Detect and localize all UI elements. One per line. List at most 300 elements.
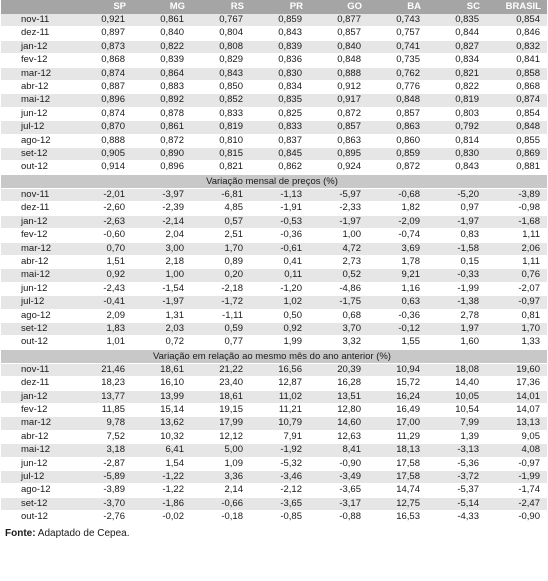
table-row [1,363,547,376]
cell-value: 17,58 [368,471,427,484]
cell-value: 0,825 [250,107,309,120]
cell-value: 15,72 [368,377,427,390]
cell-value: -4,86 [309,282,368,295]
cell-value: 0,821 [191,161,250,174]
table-row [1,94,547,107]
cell-value: -1,97 [427,215,486,228]
cell-value: 0,76 [486,269,547,282]
cell-value: -0,36 [250,229,309,242]
cell-value: 0,921 [73,14,132,27]
cell-value: 0,70 [73,242,132,255]
section-header [1,349,547,363]
cell-value: -0,61 [250,242,309,255]
row-month: nov-11 [1,14,73,27]
cell-value: 0,741 [368,40,427,53]
cell-value: 0,872 [309,107,368,120]
header-pr: PR [250,0,309,14]
row-month: dez-11 [1,377,73,390]
row-month: abr-12 [1,255,73,268]
row-month: mai-12 [1,94,73,107]
cell-value: 10,54 [427,403,486,416]
cell-value: 0,857 [309,121,368,134]
row-month: nov-11 [1,363,73,376]
cell-value: 7,52 [73,430,132,443]
cell-value: -3,13 [427,444,486,457]
cell-value: -5,20 [427,188,486,201]
cell-value: -1,58 [427,242,486,255]
cell-value: 0,41 [250,255,309,268]
cell-value: 0,50 [250,309,309,322]
cell-value: 16,28 [309,377,368,390]
cell-value: 0,848 [486,121,547,134]
table-row [1,511,547,524]
cell-value: 0,861 [132,14,191,27]
cell-value: 10,79 [250,417,309,430]
row-month: dez-11 [1,27,73,40]
cell-value: -2,01 [73,188,132,201]
row-month: mar-12 [1,242,73,255]
cell-value: 2,78 [427,309,486,322]
cell-value: 0,52 [309,269,368,282]
cell-value: 17,58 [368,457,427,470]
cell-value: 0,868 [486,81,547,94]
cell-value: 0,743 [368,14,427,27]
cell-value: -0,53 [250,215,309,228]
cell-value: 0,896 [132,161,191,174]
cell-value: -0,18 [191,511,250,524]
cell-value: 0,762 [368,67,427,80]
cell-value: 0,804 [191,27,250,40]
cell-value: 11,29 [368,430,427,443]
cell-value: -1,75 [309,296,368,309]
table-row [1,242,547,255]
cell-value: 16,10 [132,377,191,390]
cell-value: 14,40 [427,377,486,390]
cell-value: 14,74 [368,484,427,497]
cell-value: 0,874 [486,94,547,107]
cell-value: 0,859 [368,148,427,161]
cell-value: 1,33 [486,336,547,349]
row-month: mai-12 [1,269,73,282]
cell-value: 21,22 [191,363,250,376]
cell-value: 1,11 [486,229,547,242]
cell-value: 0,852 [191,94,250,107]
cell-value: 20,39 [309,363,368,376]
cell-value: 0,20 [191,269,250,282]
cell-value: 12,75 [368,497,427,510]
cell-value: 0,92 [250,322,309,335]
cell-value: 0,850 [191,81,250,94]
cell-value: -2,87 [73,457,132,470]
cell-value: 0,72 [132,336,191,349]
cell-value: 0,858 [486,67,547,80]
cell-value: 0,83 [427,229,486,242]
cell-value: 1,70 [486,322,547,335]
row-month: jul-12 [1,121,73,134]
header-mg: MG [132,0,191,14]
cell-value: 13,51 [309,390,368,403]
cell-value: -3,49 [309,471,368,484]
cell-value: -0,90 [309,457,368,470]
cell-value: 0,827 [427,40,486,53]
cell-value: 0,840 [309,40,368,53]
cell-value: 1,70 [191,242,250,255]
cell-value: 12,80 [309,403,368,416]
cell-value: 5,00 [191,444,250,457]
cell-value: -1,20 [250,282,309,295]
cell-value: -1,22 [132,484,191,497]
cell-value: 0,810 [191,134,250,147]
cell-value: 1,11 [486,255,547,268]
cell-value: -1,74 [486,484,547,497]
cell-value: 0,843 [427,161,486,174]
row-month: ago-12 [1,134,73,147]
cell-value: 10,05 [427,390,486,403]
cell-value: -5,14 [427,497,486,510]
section-header [1,174,547,188]
cell-value: 3,00 [132,242,191,255]
cell-value: -0,12 [368,322,427,335]
cell-value: 17,36 [486,377,547,390]
cell-value: 1,01 [73,336,132,349]
cell-value: 9,05 [486,430,547,443]
cell-value: -3,89 [73,484,132,497]
cell-value: 15,14 [132,403,191,416]
row-month: mar-12 [1,417,73,430]
cell-value: 0,89 [191,255,250,268]
row-month: out-12 [1,161,73,174]
row-month: mai-12 [1,444,73,457]
cell-value: 2,06 [486,242,547,255]
cell-value: 16,56 [250,363,309,376]
price-table [1,0,547,525]
header-sc: SC [427,0,486,14]
cell-value: 1,54 [132,457,191,470]
cell-value: 3,32 [309,336,368,349]
cell-value: 1,82 [368,202,427,215]
cell-value: -5,37 [427,484,486,497]
cell-value: 0,854 [486,107,547,120]
cell-value: 0,912 [309,81,368,94]
cell-value: 0,834 [427,54,486,67]
cell-value: 2,51 [191,229,250,242]
table-row [1,202,547,215]
cell-value: 19,60 [486,363,547,376]
row-month: fev-12 [1,54,73,67]
cell-value: 0,767 [191,14,250,27]
table-row [1,81,547,94]
cell-value: -3,72 [427,471,486,484]
cell-value: 1,78 [368,255,427,268]
cell-value: -6,81 [191,188,250,201]
cell-value: 0,854 [486,14,547,27]
cell-value: 0,848 [368,94,427,107]
row-month: jan-12 [1,390,73,403]
cell-value: 0,77 [191,336,250,349]
cell-value: 2,03 [132,322,191,335]
source-label: Fonte: [5,527,36,539]
cell-value: 0,833 [191,107,250,120]
header-row [1,0,547,14]
cell-value: -3,70 [73,497,132,510]
cell-value: 0,846 [486,27,547,40]
cell-value: 0,859 [250,14,309,27]
cell-value: 0,837 [250,134,309,147]
cell-value: 13,99 [132,390,191,403]
cell-value: 12,87 [250,377,309,390]
cell-value: 0,59 [191,322,250,335]
cell-value: 0,881 [486,161,547,174]
cell-value: -2,09 [368,215,427,228]
cell-value: 1,60 [427,336,486,349]
cell-value: 1,55 [368,336,427,349]
cell-value: 0,821 [427,67,486,80]
cell-value: 14,60 [309,417,368,430]
cell-value: 11,85 [73,403,132,416]
cell-value: 1,99 [250,336,309,349]
cell-value: 0,57 [191,215,250,228]
cell-value: -2,43 [73,282,132,295]
cell-value: -2,14 [132,215,191,228]
cell-value: -5,89 [73,471,132,484]
cell-value: 3,70 [309,322,368,335]
cell-value: 18,23 [73,377,132,390]
cell-value: 8,41 [309,444,368,457]
table-row [1,444,547,457]
cell-value: 0,11 [250,269,309,282]
cell-value: 0,857 [368,107,427,120]
cell-value: 14,01 [486,390,547,403]
cell-value: -2,60 [73,202,132,215]
cell-value: -1,86 [132,497,191,510]
table-row [1,134,547,147]
cell-value: 0,819 [427,94,486,107]
row-month: jan-12 [1,215,73,228]
cell-value: 13,13 [486,417,547,430]
cell-value: 0,924 [309,161,368,174]
cell-value: 0,808 [191,40,250,53]
cell-value: 0,892 [132,94,191,107]
cell-value: 0,822 [427,81,486,94]
cell-value: 9,78 [73,417,132,430]
header-month [1,0,73,14]
header-brasil: BRASIL [486,0,547,14]
table-row [1,67,547,80]
cell-value: 0,830 [427,148,486,161]
cell-value: 0,843 [250,27,309,40]
cell-value: 11,02 [250,390,309,403]
cell-value: -3,89 [486,188,547,201]
cell-value: 4,72 [309,242,368,255]
cell-value: -0,33 [427,269,486,282]
table-row [1,121,547,134]
cell-value: 2,14 [191,484,250,497]
cell-value: 0,835 [427,14,486,27]
cell-value: 0,830 [250,67,309,80]
table-body [1,14,547,524]
table-row [1,107,547,120]
cell-value: 10,94 [368,363,427,376]
table-row [1,471,547,484]
cell-value: -1,11 [191,309,250,322]
cell-value: 1,39 [427,430,486,443]
cell-value: 0,874 [73,107,132,120]
cell-value: 1,00 [132,269,191,282]
cell-value: 0,888 [73,134,132,147]
cell-value: -0,97 [486,296,547,309]
table-row [1,27,547,40]
cell-value: 0,833 [250,121,309,134]
cell-value: 13,77 [73,390,132,403]
cell-value: 0,868 [73,54,132,67]
cell-value: 0,897 [73,27,132,40]
cell-value: 0,841 [486,54,547,67]
cell-value: 0,840 [132,27,191,40]
cell-value: 0,857 [309,27,368,40]
table-row [1,336,547,349]
header-rs: RS [191,0,250,14]
cell-value: -1,22 [132,471,191,484]
cell-value: -2,12 [250,484,309,497]
cell-value: 13,62 [132,417,191,430]
table-row [1,403,547,416]
cell-value: 2,09 [73,309,132,322]
cell-value: 1,00 [309,229,368,242]
cell-value: 0,895 [309,148,368,161]
cell-value: -2,63 [73,215,132,228]
cell-value: 2,73 [309,255,368,268]
row-month: nov-11 [1,188,73,201]
table-row [1,282,547,295]
table-row [1,269,547,282]
cell-value: -2,39 [132,202,191,215]
row-month: jun-12 [1,457,73,470]
cell-value: 7,99 [427,417,486,430]
row-month: abr-12 [1,81,73,94]
cell-value: 0,890 [132,148,191,161]
cell-value: 0,869 [486,148,547,161]
cell-value: 4,85 [191,202,250,215]
cell-value: 0,819 [191,121,250,134]
row-month: jul-12 [1,471,73,484]
cell-value: 0,914 [73,161,132,174]
cell-value: 0,829 [191,54,250,67]
table-row [1,390,547,403]
cell-value: 0,63 [368,296,427,309]
cell-value: -0,74 [368,229,427,242]
cell-value: 0,832 [486,40,547,53]
cell-value: 0,848 [309,54,368,67]
cell-value: -2,76 [73,511,132,524]
cell-value: 0,843 [191,67,250,80]
cell-value: 0,792 [427,121,486,134]
cell-value: 0,872 [132,134,191,147]
cell-value: 0,815 [191,148,250,161]
cell-value: 0,845 [250,148,309,161]
cell-value: 21,46 [73,363,132,376]
table-row [1,148,547,161]
cell-value: -1,68 [486,215,547,228]
cell-value: -0,90 [486,511,547,524]
cell-value: 0,844 [427,27,486,40]
cell-value: -1,99 [486,471,547,484]
cell-value: 7,91 [250,430,309,443]
cell-value: -2,33 [309,202,368,215]
cell-value: 1,31 [132,309,191,322]
row-month: fev-12 [1,403,73,416]
cell-value: -1,13 [250,188,309,201]
cell-value: 10,32 [132,430,191,443]
row-month: ago-12 [1,309,73,322]
row-month: fev-12 [1,229,73,242]
cell-value: 11,21 [250,403,309,416]
table-row [1,14,547,27]
cell-value: -1,38 [427,296,486,309]
header-sp: SP [73,0,132,14]
cell-value: -3,17 [309,497,368,510]
cell-value: 0,814 [427,134,486,147]
cell-value: -0,60 [73,229,132,242]
cell-value: -1,72 [191,296,250,309]
table-row [1,484,547,497]
cell-value: 0,872 [368,161,427,174]
cell-value: -1,92 [250,444,309,457]
table-row [1,309,547,322]
table-row [1,377,547,390]
cell-value: 14,07 [486,403,547,416]
cell-value: -3,46 [250,471,309,484]
cell-value: 18,13 [368,444,427,457]
cell-value: 0,776 [368,81,427,94]
cell-value: -3,97 [132,188,191,201]
cell-value: -0,68 [368,188,427,201]
cell-value: 18,08 [427,363,486,376]
cell-value: 3,18 [73,444,132,457]
cell-value: 3,36 [191,471,250,484]
cell-value: 0,861 [132,121,191,134]
cell-value: -2,47 [486,497,547,510]
cell-value: 0,878 [132,107,191,120]
cell-value: -1,99 [427,282,486,295]
cell-value: 0,92 [73,269,132,282]
cell-value: 18,61 [132,363,191,376]
cell-value: 2,18 [132,255,191,268]
cell-value: 4,08 [486,444,547,457]
cell-value: 0,888 [309,67,368,80]
cell-value: 0,883 [132,81,191,94]
row-month: set-12 [1,497,73,510]
cell-value: 23,40 [191,377,250,390]
table-row [1,322,547,335]
cell-value: 0,839 [250,40,309,53]
cell-value: 17,00 [368,417,427,430]
cell-value: 0,873 [73,40,132,53]
cell-value: -4,33 [427,511,486,524]
cell-value: -0,36 [368,309,427,322]
cell-value: -0,41 [73,296,132,309]
cell-value: 0,822 [132,40,191,53]
cell-value: 6,41 [132,444,191,457]
row-month: ago-12 [1,484,73,497]
cell-value: 0,874 [73,67,132,80]
cell-value: 12,12 [191,430,250,443]
cell-value: 0,870 [73,121,132,134]
header-ba: BA [368,0,427,14]
cell-value: -0,88 [309,511,368,524]
cell-value: -3,65 [250,497,309,510]
cell-value: 0,863 [368,121,427,134]
cell-value: 1,09 [191,457,250,470]
